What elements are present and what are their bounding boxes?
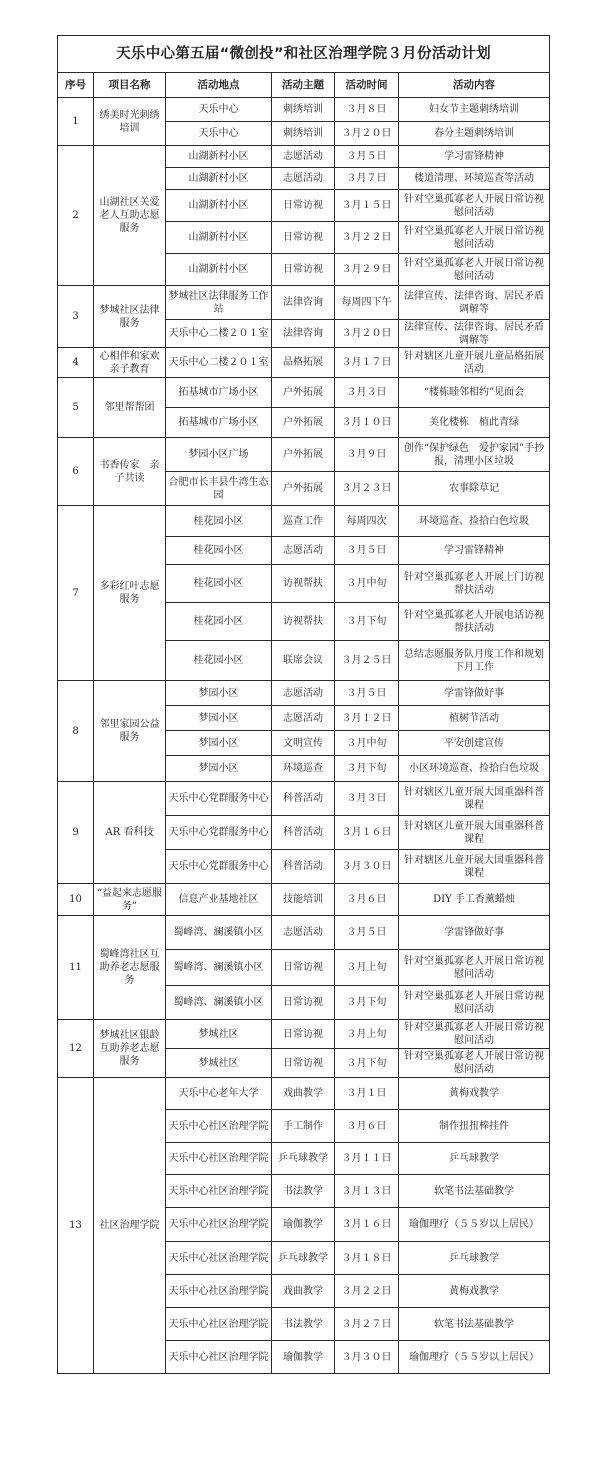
table-row	[58, 438, 550, 472]
table-row	[58, 1020, 550, 1049]
theme-cell: 戏曲教学	[272, 1275, 335, 1308]
content-cell: 针对空巢孤寡老人开展日常访视慰问活动	[399, 950, 550, 986]
serial-number-cell: 8	[58, 681, 94, 782]
location-cell: 天乐中心社区治理学院	[166, 1110, 272, 1143]
header-row	[58, 73, 550, 98]
theme-cell: 志愿活动	[272, 681, 335, 706]
content-cell: 针对空巢孤寡老人开展日常访视慰问活动	[399, 1049, 550, 1078]
serial-number-cell: 10	[58, 884, 94, 916]
time-cell: ３月１６日	[335, 1208, 399, 1242]
location-cell: 梦园小区	[166, 756, 272, 782]
time-cell: ３月１８日	[335, 1242, 399, 1275]
time-cell: ３月５日	[335, 681, 399, 706]
location-cell: 天乐中心二楼２０１室	[166, 320, 272, 348]
location-cell: 桂花园小区	[166, 565, 272, 603]
project-name-cell: 心相伴和家欢亲子教育	[94, 348, 166, 378]
time-cell: ３月２２日	[335, 1275, 399, 1308]
time-cell: ３月３日	[335, 782, 399, 816]
theme-cell: 技能培训	[272, 884, 335, 916]
theme-cell: 文明宣传	[272, 731, 335, 756]
time-cell: ３月３日	[335, 378, 399, 408]
serial-number-cell: 9	[58, 782, 94, 884]
theme-cell: 志愿活动	[272, 706, 335, 731]
theme-cell: 户外拓展	[272, 472, 335, 506]
serial-number-cell: 5	[58, 378, 94, 438]
serial-number-cell: 12	[58, 1020, 94, 1078]
content-cell: 针对辖区儿童开展儿童品格拓展活动	[399, 348, 550, 378]
time-cell: ３月３０日	[335, 850, 399, 884]
time-cell: ３月中旬	[335, 565, 399, 603]
project-name-cell: 山湖社区关爱老人互助志愿服务	[94, 146, 166, 286]
location-cell: 天乐中心党群服务中心	[166, 816, 272, 850]
theme-cell: 访视帮扶	[272, 565, 335, 603]
theme-cell: 联席会议	[272, 641, 335, 681]
project-name-cell: 梦城社区银龄互助养老志愿服务	[94, 1020, 166, 1078]
location-cell: 天乐中心二楼２０１室	[166, 348, 272, 378]
location-cell: 梦园小区广场	[166, 438, 272, 472]
theme-cell: 法律咨询	[272, 286, 335, 320]
project-name-cell: 梦城社区法律服务	[94, 286, 166, 348]
serial-number-cell: 7	[58, 506, 94, 681]
table-row	[58, 1078, 550, 1110]
time-cell: ３月５日	[335, 916, 399, 950]
project-name-cell: AR 看科技	[94, 782, 166, 884]
content-cell: 黄梅戏教学	[399, 1275, 550, 1308]
location-cell: 山湖新村小区	[166, 146, 272, 168]
table-row	[58, 146, 550, 168]
time-cell: ３月下旬	[335, 1049, 399, 1078]
theme-cell: 法律咨询	[272, 320, 335, 348]
content-cell: 法律宣传、法律咨询、居民矛盾调解等	[399, 320, 550, 348]
theme-cell: 乒乓球教学	[272, 1242, 335, 1275]
header-location: 活动地点	[166, 73, 272, 98]
content-cell: 学雷锋做好事	[399, 916, 550, 950]
location-cell: 天乐中心	[166, 98, 272, 122]
theme-cell: 戏曲教学	[272, 1078, 335, 1110]
header-content: 活动内容	[399, 73, 550, 98]
location-cell: 天乐中心老年大学	[166, 1078, 272, 1110]
theme-cell: 日常访视	[272, 986, 335, 1020]
content-cell: 制作扭扭棒挂件	[399, 1110, 550, 1143]
theme-cell: 科普活动	[272, 782, 335, 816]
theme-cell: 志愿活动	[272, 168, 335, 190]
time-cell: ３月９日	[335, 438, 399, 472]
content-cell: 软笔书法基础教学	[399, 1308, 550, 1341]
serial-number-cell: 3	[58, 286, 94, 348]
content-cell: 针对空巢孤寡老人开展日常访视慰问活动	[399, 190, 550, 222]
time-cell: ３月５日	[335, 537, 399, 565]
location-cell: 桂花园小区	[166, 537, 272, 565]
table-row	[58, 506, 550, 537]
time-cell: ３月２２日	[335, 222, 399, 254]
location-cell: 信息产业基地社区	[166, 884, 272, 916]
location-cell: 桂花园小区	[166, 506, 272, 537]
time-cell: ３月２０日	[335, 320, 399, 348]
content-cell: 楼道清理、环境巡查等活动	[399, 168, 550, 190]
table-row	[58, 681, 550, 706]
content-cell: 创作“保护绿色 爱护家园”手抄报，清理小区垃圾	[399, 438, 550, 472]
location-cell: 天乐中心党群服务中心	[166, 850, 272, 884]
project-name-cell: 绣美时光刺绣培训	[94, 98, 166, 146]
theme-cell: 乒乓球教学	[272, 1143, 335, 1175]
serial-number-cell: 13	[58, 1078, 94, 1374]
location-cell: 桂花园小区	[166, 603, 272, 641]
content-cell: 针对空巢孤寡老人开展日常访视慰问活动	[399, 986, 550, 1020]
location-cell: 合肥市长丰县牛湾生态园	[166, 472, 272, 506]
location-cell: 天乐中心社区治理学院	[166, 1242, 272, 1275]
project-name-cell: “益起来志愿服务”	[94, 884, 166, 916]
content-cell: 学雷锋做好事	[399, 681, 550, 706]
theme-cell: 志愿活动	[272, 916, 335, 950]
location-cell: 梦园小区	[166, 681, 272, 706]
theme-cell: 日常访视	[272, 950, 335, 986]
time-cell: ３月上旬	[335, 1020, 399, 1049]
header-project: 项目名称	[94, 73, 166, 98]
location-cell: 蜀峰湾、澜溪镇小区	[166, 916, 272, 950]
content-cell: 针对空巢孤寡老人开展日常访视慰问活动	[399, 222, 550, 254]
project-name-cell: 邻里帮帮团	[94, 378, 166, 438]
content-cell: 针对空巢孤寡老人开展日常访视慰问活动	[399, 1020, 550, 1049]
time-cell: ３月２９日	[335, 254, 399, 286]
content-cell: 黄梅戏教学	[399, 1078, 550, 1110]
location-cell: 蜀峰湾、澜溪镇小区	[166, 950, 272, 986]
theme-cell: 巡查工作	[272, 506, 335, 537]
theme-cell: 环境巡查	[272, 756, 335, 782]
content-cell: 瑜伽理疗（５５岁以上居民）	[399, 1341, 550, 1374]
content-cell: 针对辖区儿童开展大国重器科普课程	[399, 816, 550, 850]
location-cell: 天乐中心社区治理学院	[166, 1143, 272, 1175]
serial-number-cell: 1	[58, 98, 94, 146]
content-cell: 软笔书法基础教学	[399, 1175, 550, 1208]
time-cell: ３月１０日	[335, 408, 399, 438]
time-cell: ３月３０日	[335, 1341, 399, 1374]
time-cell: ３月１３日	[335, 1175, 399, 1208]
theme-cell: 户外拓展	[272, 378, 335, 408]
content-cell: 针对空巢孤寡老人开展电话访视帮扶活动	[399, 603, 550, 641]
table-row	[58, 348, 550, 378]
header-time: 活动时间	[335, 73, 399, 98]
time-cell: ３月下旬	[335, 603, 399, 641]
table-row	[58, 286, 550, 320]
location-cell: 天乐中心社区治理学院	[166, 1341, 272, 1374]
time-cell: ３月１１日	[335, 1143, 399, 1175]
table-row	[58, 98, 550, 122]
content-cell: 法律宣传、法律咨询、居民矛盾调解等	[399, 286, 550, 320]
location-cell: 梦园小区	[166, 706, 272, 731]
time-cell: ３月８日	[335, 98, 399, 122]
content-cell: 植树节活动	[399, 706, 550, 731]
project-name-cell: 书香传家 亲子共读	[94, 438, 166, 506]
serial-number-cell: 4	[58, 348, 94, 378]
header-no: 序号	[58, 73, 94, 98]
content-cell: 妇女节主题刺绣培训	[399, 98, 550, 122]
content-cell: 总结志愿服务队月度工作和规划下月工作	[399, 641, 550, 681]
table-row	[58, 916, 550, 950]
table-row	[58, 378, 550, 408]
theme-cell: 刺绣培训	[272, 98, 335, 122]
project-name-cell: 蜀峰湾社区互助养老志愿服务	[94, 916, 166, 1020]
serial-number-cell: 11	[58, 916, 94, 1020]
theme-cell: 日常访视	[272, 190, 335, 222]
content-cell: 针对空巢孤寡老人开展上门访视帮扶活动	[399, 565, 550, 603]
theme-cell: 户外拓展	[272, 438, 335, 472]
theme-cell: 访视帮扶	[272, 603, 335, 641]
location-cell: 天乐中心社区治理学院	[166, 1208, 272, 1242]
time-cell: ３月２７日	[335, 1308, 399, 1341]
time-cell: ３月下旬	[335, 986, 399, 1020]
project-name-cell: 多彩红叶志愿服务	[94, 506, 166, 681]
content-cell: 针对辖区儿童开展大国重器科普课程	[399, 850, 550, 884]
theme-cell: 日常访视	[272, 222, 335, 254]
activity-plan-document	[57, 35, 549, 1374]
content-cell: DIY 手工香薰蜡烛	[399, 884, 550, 916]
header-theme: 活动主题	[272, 73, 335, 98]
theme-cell: 日常访视	[272, 1020, 335, 1049]
location-cell: 山湖新村小区	[166, 168, 272, 190]
serial-number-cell: 6	[58, 438, 94, 506]
location-cell: 天乐中心	[166, 122, 272, 146]
location-cell: 山湖新村小区	[166, 222, 272, 254]
content-cell: 春分主题刺绣培训	[399, 122, 550, 146]
content-cell: 环境巡查、捡拾白色垃圾	[399, 506, 550, 537]
content-cell: 乒乓球教学	[399, 1242, 550, 1275]
theme-cell: 书法教学	[272, 1175, 335, 1208]
content-cell: 美化楼栋 植此青绿	[399, 408, 550, 438]
time-cell: 每周四下午	[335, 286, 399, 320]
content-cell: 针对辖区儿童开展大国重器科普课程	[399, 782, 550, 816]
project-name-cell: 社区治理学院	[94, 1078, 166, 1374]
project-name-cell: 邻里家园公益服务	[94, 681, 166, 782]
location-cell: 拓基城市广场小区	[166, 378, 272, 408]
location-cell: 蜀峰湾、澜溪镇小区	[166, 986, 272, 1020]
location-cell: 山湖新村小区	[166, 254, 272, 286]
time-cell: ３月２０日	[335, 122, 399, 146]
content-cell: 小区环境巡查、捡拾白色垃圾	[399, 756, 550, 782]
table-row	[58, 782, 550, 816]
location-cell: 桂花园小区	[166, 641, 272, 681]
location-cell: 梦园小区	[166, 731, 272, 756]
time-cell: ３月１２日	[335, 706, 399, 731]
theme-cell: 书法教学	[272, 1308, 335, 1341]
time-cell: ３月７日	[335, 168, 399, 190]
time-cell: ３月中旬	[335, 731, 399, 756]
content-cell: 瑜伽理疗（５５岁以上居民）	[399, 1208, 550, 1242]
time-cell: ３月１７日	[335, 348, 399, 378]
time-cell: ３月５日	[335, 146, 399, 168]
time-cell: ３月６日	[335, 884, 399, 916]
theme-cell: 品格拓展	[272, 348, 335, 378]
location-cell: 梦城社区	[166, 1049, 272, 1078]
document-title: 天乐中心第五届“微创投”和社区治理学院３月份活动计划	[58, 36, 550, 73]
location-cell: 天乐中心党群服务中心	[166, 782, 272, 816]
time-cell: ３月１６日	[335, 816, 399, 850]
location-cell: 梦城社区	[166, 1020, 272, 1049]
location-cell: 天乐中心社区治理学院	[166, 1175, 272, 1208]
theme-cell: 刺绣培训	[272, 122, 335, 146]
time-cell: ３月上旬	[335, 950, 399, 986]
content-cell: 农事除草记	[399, 472, 550, 506]
location-cell: 拓基城市广场小区	[166, 408, 272, 438]
theme-cell: 瑜伽教学	[272, 1208, 335, 1242]
content-cell: 平安创建宣传	[399, 731, 550, 756]
time-cell: 每周四次	[335, 506, 399, 537]
table-body	[58, 36, 550, 1374]
theme-cell: 志愿活动	[272, 537, 335, 565]
activity-plan-table	[57, 35, 550, 1374]
theme-cell: 科普活动	[272, 850, 335, 884]
theme-cell: 日常访视	[272, 254, 335, 286]
theme-cell: 手工制作	[272, 1110, 335, 1143]
theme-cell: 志愿活动	[272, 146, 335, 168]
time-cell: ３月２３日	[335, 472, 399, 506]
theme-cell: 科普活动	[272, 816, 335, 850]
time-cell: ３月下旬	[335, 756, 399, 782]
time-cell: ３月２５日	[335, 641, 399, 681]
theme-cell: 户外拓展	[272, 408, 335, 438]
serial-number-cell: 2	[58, 146, 94, 286]
location-cell: 天乐中心社区治理学院	[166, 1308, 272, 1341]
title-row	[58, 36, 550, 73]
location-cell: 山湖新村小区	[166, 190, 272, 222]
time-cell: ３月１５日	[335, 190, 399, 222]
location-cell: 天乐中心社区治理学院	[166, 1275, 272, 1308]
theme-cell: 日常访视	[272, 1049, 335, 1078]
table-row	[58, 884, 550, 916]
time-cell: ３月１日	[335, 1078, 399, 1110]
time-cell: ３月６日	[335, 1110, 399, 1143]
content-cell: 学习雷锋精神	[399, 146, 550, 168]
content-cell: 针对空巢孤寡老人开展日常访视慰问活动	[399, 254, 550, 286]
content-cell: 学习雷锋精神	[399, 537, 550, 565]
content-cell: 乒乓球教学	[399, 1143, 550, 1175]
location-cell: 梦城社区法律服务工作站	[166, 286, 272, 320]
content-cell: “楼栋睦邻相约”见面会	[399, 378, 550, 408]
theme-cell: 瑜伽教学	[272, 1341, 335, 1374]
